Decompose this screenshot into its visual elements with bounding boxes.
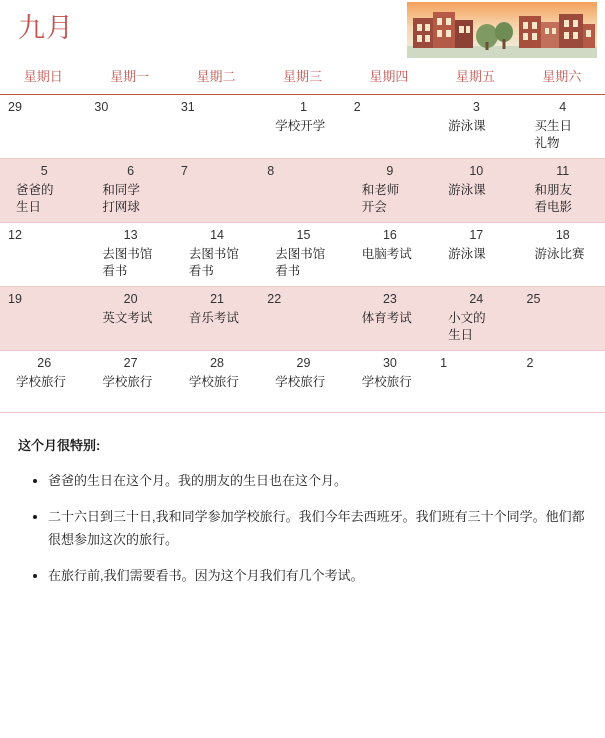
calendar-day-cell[interactable] <box>0 287 86 351</box>
calendar-day-cell[interactable] <box>259 223 345 287</box>
day-number: 2 <box>526 356 534 370</box>
calendar-day-cell[interactable] <box>519 351 605 413</box>
calendar-day-cell[interactable] <box>86 287 172 351</box>
day-event[interactable]: 学校旅行 <box>275 375 326 389</box>
day-number: 10 <box>469 164 484 178</box>
calendar-day-cell[interactable] <box>259 351 345 413</box>
calendar-day-cell[interactable] <box>86 223 172 287</box>
day-number: 19 <box>8 292 22 306</box>
weekday-header-tuesday: 星期二 <box>196 69 236 84</box>
day-number: 16 <box>382 228 397 242</box>
day-event[interactable]: 和老师 <box>361 183 400 197</box>
calendar-day-cell[interactable] <box>432 95 518 159</box>
page-header <box>0 0 605 58</box>
notes-list <box>18 469 587 587</box>
day-event[interactable]: 买生日 <box>534 119 573 133</box>
day-number: 1 <box>440 356 448 370</box>
day-number: 11 <box>556 164 570 178</box>
calendar-day-cell[interactable] <box>0 159 86 223</box>
calendar-day-cell[interactable] <box>519 287 605 351</box>
notes-title: 这个月很特别: <box>18 438 101 453</box>
day-number: 27 <box>123 356 138 370</box>
calendar-day-cell[interactable] <box>346 223 432 287</box>
day-event[interactable]: 看书 <box>188 264 214 278</box>
note-item: • 二十六日到三十日,我和同学参加学校旅行。我们今年去西班牙。我们班有三十个同学。他们都很想参加这次的旅行。 <box>48 505 587 551</box>
calendar-day-cell[interactable] <box>432 223 518 287</box>
calendar-day-cell[interactable] <box>346 287 432 351</box>
day-number: 17 <box>469 228 484 242</box>
day-event[interactable]: 和朋友 <box>534 183 573 197</box>
calendar-day-cell[interactable] <box>173 223 259 287</box>
day-event[interactable]: 去图书馆 <box>275 247 326 261</box>
calendar-day-cell[interactable] <box>432 351 518 413</box>
day-event[interactable]: 学校旅行 <box>16 375 67 389</box>
townhouses-illustration-icon <box>407 2 597 58</box>
calendar-day-cell[interactable] <box>346 159 432 223</box>
calendar-day-cell[interactable] <box>0 95 86 159</box>
day-event[interactable]: 开会 <box>361 200 387 214</box>
calendar-day-cell[interactable] <box>86 95 172 159</box>
day-number: 12 <box>8 228 22 242</box>
day-event[interactable]: 看书 <box>275 264 301 278</box>
calendar-day-cell[interactable] <box>259 287 345 351</box>
note-item: • 爸爸的生日在这个月。我的朋友的生日也在这个月。 <box>48 469 587 492</box>
day-event[interactable]: 游泳课 <box>448 247 486 261</box>
calendar-day-cell[interactable] <box>86 159 172 223</box>
day-event[interactable]: 看书 <box>102 264 128 278</box>
day-number: 31 <box>180 100 195 114</box>
day-number: 2 <box>353 100 361 114</box>
day-number: 28 <box>210 356 224 370</box>
day-number: 26 <box>37 356 52 370</box>
day-number: 7 <box>180 164 188 178</box>
day-number: 9 <box>386 164 394 178</box>
calendar-day-cell[interactable] <box>346 351 432 413</box>
calendar-body <box>0 95 605 413</box>
day-number: 14 <box>210 228 224 242</box>
day-event[interactable]: 音乐考试 <box>188 311 239 325</box>
month-calendar <box>0 58 605 413</box>
day-number: 13 <box>123 228 138 242</box>
day-event[interactable]: 游泳课 <box>448 119 486 133</box>
day-event[interactable]: 学校开学 <box>275 119 326 133</box>
calendar-header-row <box>0 58 605 95</box>
calendar-day-cell[interactable] <box>519 95 605 159</box>
day-event[interactable]: 和同学 <box>102 183 140 197</box>
day-number: 18 <box>555 228 570 242</box>
day-event[interactable]: 学校旅行 <box>361 375 412 389</box>
day-number: 23 <box>382 292 397 306</box>
weekday-header-monday: 星期一 <box>110 69 150 84</box>
day-event[interactable]: 游泳课 <box>448 183 486 197</box>
weekday-header-saturday: 星期六 <box>542 69 582 84</box>
day-event[interactable]: 爸爸的 <box>16 183 54 197</box>
calendar-week-row <box>0 351 605 413</box>
day-event[interactable]: 学校旅行 <box>102 375 153 389</box>
day-number: 24 <box>469 292 484 306</box>
day-event[interactable]: 体育考试 <box>361 311 412 325</box>
calendar-day-cell[interactable] <box>173 287 259 351</box>
day-number: 4 <box>559 100 567 114</box>
day-number: 25 <box>526 292 541 306</box>
day-number: 30 <box>382 356 397 370</box>
calendar-day-cell[interactable] <box>519 223 605 287</box>
page-title: 九月 <box>18 13 74 43</box>
day-event[interactable]: 生日 <box>448 328 474 342</box>
calendar-day-cell[interactable] <box>0 223 86 287</box>
day-event[interactable]: 游泳比赛 <box>534 247 585 261</box>
day-event[interactable]: 电脑考试 <box>361 247 412 261</box>
day-number: 21 <box>210 292 224 306</box>
calendar-day-cell[interactable] <box>173 95 259 159</box>
day-event[interactable]: 学校旅行 <box>188 375 239 389</box>
calendar-week-row <box>0 287 605 351</box>
notes-section <box>0 413 605 587</box>
calendar-day-cell[interactable] <box>346 95 432 159</box>
calendar-week-row <box>0 223 605 287</box>
day-number: 3 <box>472 100 480 114</box>
calendar-day-cell[interactable] <box>432 287 518 351</box>
day-event[interactable]: 打网球 <box>102 200 140 214</box>
day-event[interactable]: 生日 <box>16 200 42 214</box>
day-number: 8 <box>267 164 275 178</box>
weekday-header-thursday: 星期四 <box>369 69 409 84</box>
day-number: 15 <box>296 228 311 242</box>
day-event[interactable]: 去图书馆 <box>102 247 153 261</box>
day-event[interactable]: 礼物 <box>534 136 560 150</box>
note-item: • 在旅行前,我们需要看书。因为这个月我们有几个考试。 <box>48 564 587 587</box>
calendar-day-cell[interactable] <box>259 159 345 223</box>
weekday-header-friday: 星期五 <box>455 69 495 84</box>
weekday-header-sunday: 星期日 <box>23 69 63 84</box>
calendar-day-cell[interactable] <box>259 95 345 159</box>
day-event[interactable]: 去图书馆 <box>188 247 239 261</box>
day-number: 29 <box>8 100 22 114</box>
calendar-day-cell[interactable] <box>173 159 259 223</box>
day-number: 20 <box>123 292 138 306</box>
day-event[interactable]: 小文的 <box>448 311 486 325</box>
calendar-day-cell[interactable] <box>173 351 259 413</box>
calendar-day-cell[interactable] <box>0 351 86 413</box>
day-event[interactable]: 看电影 <box>534 200 573 214</box>
day-number: 6 <box>127 164 135 178</box>
calendar-week-row <box>0 95 605 159</box>
day-number: 5 <box>40 164 48 178</box>
day-number: 29 <box>296 356 311 370</box>
day-number: 30 <box>94 100 109 114</box>
calendar-day-cell[interactable] <box>432 159 518 223</box>
calendar-day-cell[interactable] <box>519 159 605 223</box>
day-number: 1 <box>300 100 307 114</box>
day-event[interactable]: 英文考试 <box>102 311 153 325</box>
calendar-day-cell[interactable] <box>86 351 172 413</box>
calendar-week-row <box>0 159 605 223</box>
weekday-header-wednesday: 星期三 <box>282 69 322 84</box>
day-number: 22 <box>267 292 282 306</box>
